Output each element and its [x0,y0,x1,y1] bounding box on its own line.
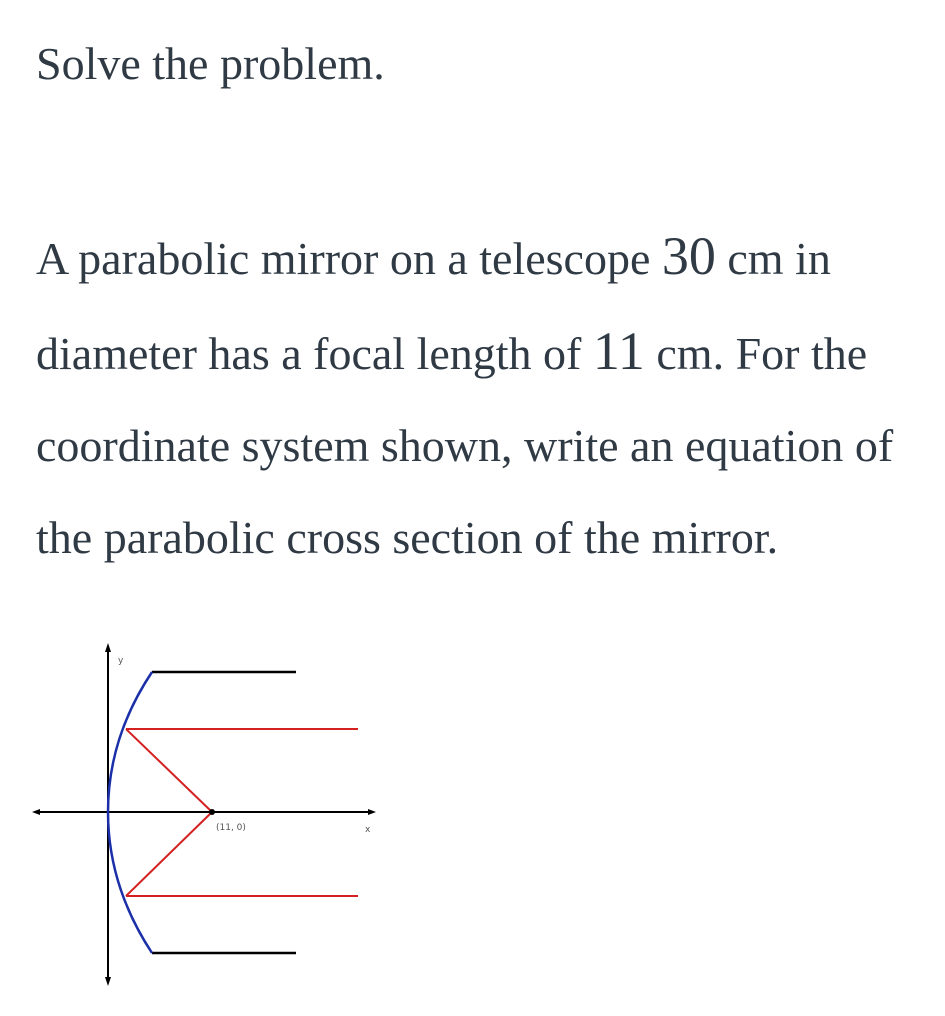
y-axis-bottom-arrow [105,977,111,986]
y-axis-top-arrow [105,643,111,652]
focus-point [209,809,215,815]
ray-top-reflected [126,729,212,812]
problem-text-part2: cm in diameter has a focal length of [36,233,831,379]
instruction-heading: Solve the problem. [36,38,385,89]
diameter-value: 30 [661,226,716,286]
ray-bottom-reflected [126,812,212,896]
problem-text-part3: cm. For the coordinate system shown, write an equation of the parabolic cross section of the mirror. [36,328,894,563]
focus-label: (11, 0) [216,823,246,833]
problem-statement [36,210,916,584]
parabolic-mirror-diagram [28,640,371,1000]
problem-text-part1: A parabolic mirror on a telescope [36,233,662,284]
y-axis-label: y [118,656,124,666]
x-axis-right-arrow [368,809,376,815]
x-axis-left-arrow [32,809,40,815]
focal-length-value: 11 [592,321,645,381]
x-axis-label: x [365,825,371,835]
